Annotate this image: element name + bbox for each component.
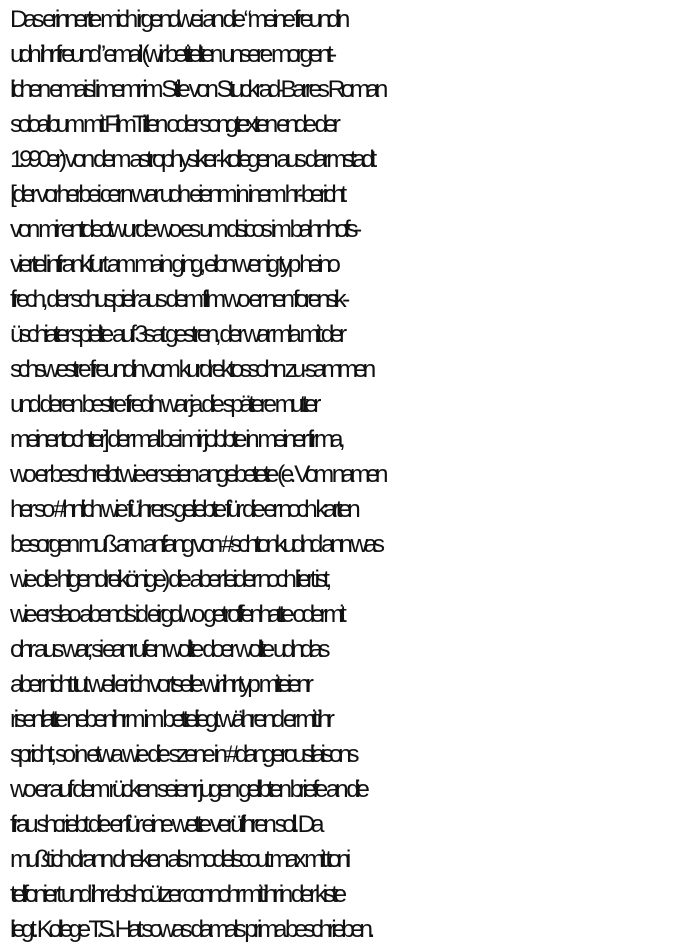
text-line: viertel infrankfurt am main ging, eibn wenig typ heino (10, 251, 337, 278)
text-line: soloalbum mit FilmTitlen oder songtexten ende der (10, 111, 337, 138)
text-line: von mir entdectwurde wo es um dsicos im bahnhofs- (10, 216, 358, 243)
text-line: spricht, so in etwa wie die szene in #dangerousliaisons (10, 741, 355, 768)
text-line: schswestre freundin vom kurdrektossohn zu-sammen (10, 356, 372, 383)
text-line: liegt. Kollege T.S. Hat sowas damals prima beschrieben. (10, 916, 371, 943)
text-line: wie er slao abends id eirgdwo getroffenhatte odermit (10, 601, 343, 628)
text-line: 1990er) von dem astrophysiker-kollegen aus darmstadt (10, 146, 373, 173)
text-line: frau shcriebt die er für eine wette verüfhren soll. Da (10, 811, 320, 838)
text-line: telfoniert und ihr ebshcützer connohr mit ihr in der kiste (10, 881, 343, 908)
body-text (10, 2, 680, 947)
text-line: frech, der schuspielr aus dem film wo er nen forensik- (10, 286, 346, 313)
text-line: wo er beschreibt wie er seien angebetete (e. Vom namen (10, 461, 384, 488)
text-line: risenlatte nebenihrm im betteliegt während ermit ihr (10, 706, 331, 733)
text-line: besorgen muß am anfang von #schtonkudnd ann was (10, 531, 381, 558)
text-line: her so #hnlich wie führers geliebte für die er noch karten (10, 496, 357, 523)
text-line: üschiater spielte auf 3sat gestren, der war mla mit der (10, 321, 343, 348)
text-line: abernicht tut weil er ich vortselle wir ihr typ miteienr (10, 671, 310, 698)
text-line: udn ihr freund” email (wir betitelten unsere morgent- (10, 41, 333, 68)
text-line: wie die hilgendreikönige) die aber leider noch liiert ist, (10, 566, 328, 593)
text-line: ohr aus war, si eanrufen wollte doer wollte udndas (10, 636, 326, 663)
text-line: mußt ich drann dneken als modelscout max mit toni (10, 846, 347, 873)
text-line: [der vorherbei cern war udn eienm in inem hr-bericht (10, 181, 343, 208)
text-line: meiner tochter] der mal bei mir jobbte in meiner firma, (10, 426, 342, 453)
text-line: Das erinnerte mich irgendwei an die “meine freundin (10, 6, 346, 33)
text-line: lichen emaisl imemr im Stile von Stuckrad-Barres Roman (10, 76, 384, 103)
text-line: und deren bestre fredin war ja die spätere mutter (10, 391, 317, 418)
text-line: wo er auf dem rücken seienr jugen gelibten briefe an die (10, 776, 366, 803)
